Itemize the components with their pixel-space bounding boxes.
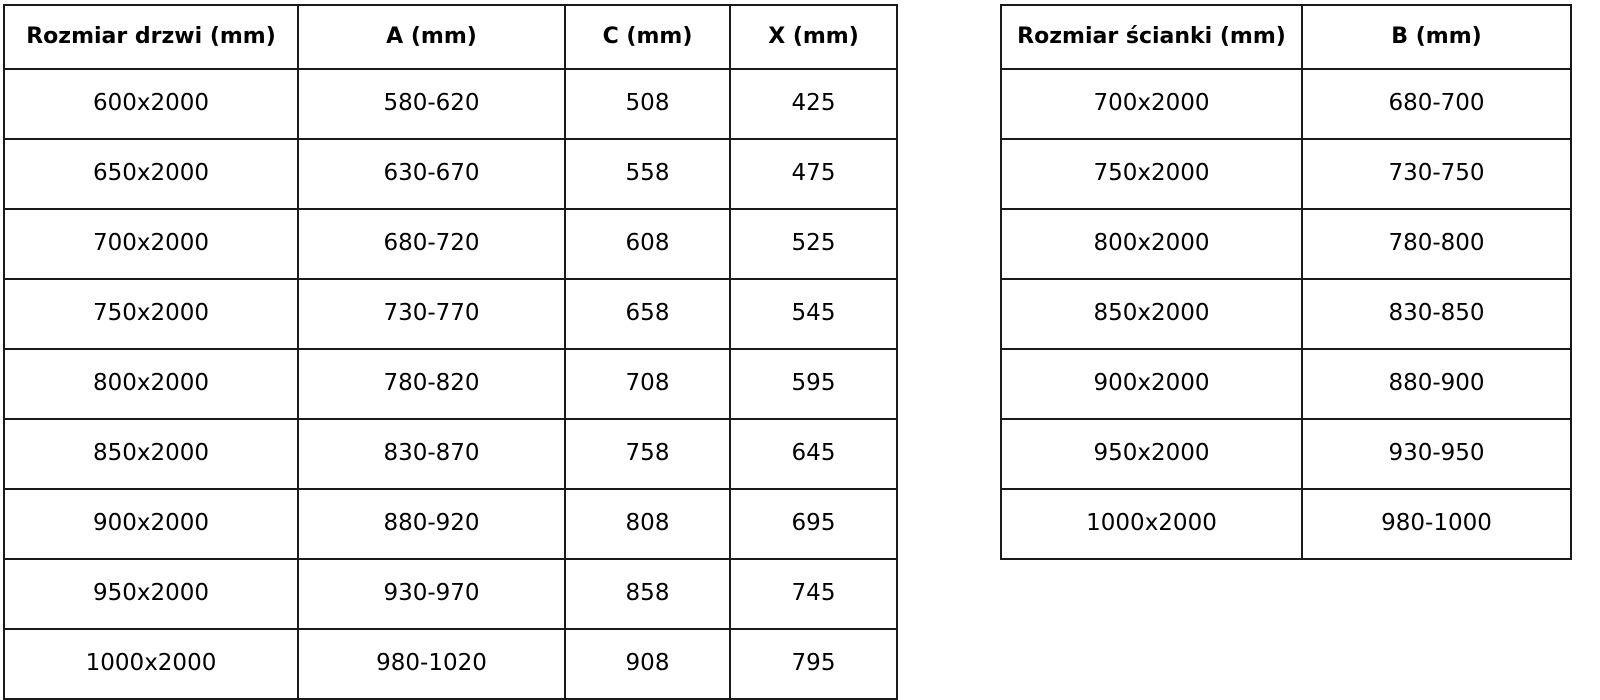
column-header-door-size: Rozmiar drzwi (mm) [4,5,298,69]
cell-door-size: 750x2000 [4,279,298,349]
cell-c: 558 [565,139,730,209]
cell-x: 475 [730,139,897,209]
column-header-wall-size: Rozmiar ścianki (mm) [1001,5,1302,69]
table-row [1001,139,1571,209]
table-body [1001,69,1571,559]
table-header-row [1001,5,1571,69]
cell-c: 608 [565,209,730,279]
table-row [4,139,897,209]
table-row [4,279,897,349]
table-header [1001,5,1571,69]
cell-c: 808 [565,489,730,559]
cell-door-size: 900x2000 [4,489,298,559]
cell-a: 880-920 [298,489,565,559]
cell-door-size: 800x2000 [4,349,298,419]
cell-door-size: 850x2000 [4,419,298,489]
column-header-b: B (mm) [1302,5,1571,69]
table-row [4,419,897,489]
cell-x: 595 [730,349,897,419]
cell-wall-size: 900x2000 [1001,349,1302,419]
cell-a: 730-770 [298,279,565,349]
cell-x: 645 [730,419,897,489]
cell-c: 658 [565,279,730,349]
cell-b: 730-750 [1302,139,1571,209]
column-header-x: X (mm) [730,5,897,69]
cell-door-size: 600x2000 [4,69,298,139]
cell-a: 930-970 [298,559,565,629]
cell-door-size: 1000x2000 [4,629,298,699]
column-header-a: A (mm) [298,5,565,69]
cell-x: 795 [730,629,897,699]
cell-a: 780-820 [298,349,565,419]
cell-wall-size: 700x2000 [1001,69,1302,139]
cell-b: 980-1000 [1302,489,1571,559]
cell-wall-size: 850x2000 [1001,279,1302,349]
table-row [4,489,897,559]
table-row [1001,209,1571,279]
cell-door-size: 650x2000 [4,139,298,209]
cell-c: 758 [565,419,730,489]
cell-a: 980-1020 [298,629,565,699]
cell-b: 830-850 [1302,279,1571,349]
table-header-row [4,5,897,69]
table-row [1001,279,1571,349]
table-row [4,69,897,139]
table-row [4,209,897,279]
cell-wall-size: 750x2000 [1001,139,1302,209]
wall-size-table [1000,4,1572,560]
cell-b: 880-900 [1302,349,1571,419]
cell-x: 545 [730,279,897,349]
cell-wall-size: 800x2000 [1001,209,1302,279]
cell-b: 930-950 [1302,419,1571,489]
cell-x: 425 [730,69,897,139]
cell-x: 525 [730,209,897,279]
table-row [1001,69,1571,139]
table-header [4,5,897,69]
cell-door-size: 700x2000 [4,209,298,279]
cell-wall-size: 1000x2000 [1001,489,1302,559]
cell-a: 680-720 [298,209,565,279]
table-row [1001,419,1571,489]
door-size-table [3,4,898,700]
table-body [4,69,897,699]
cell-b: 680-700 [1302,69,1571,139]
cell-door-size: 950x2000 [4,559,298,629]
cell-c: 858 [565,559,730,629]
cell-c: 708 [565,349,730,419]
cell-b: 780-800 [1302,209,1571,279]
cell-x: 695 [730,489,897,559]
cell-a: 580-620 [298,69,565,139]
cell-c: 508 [565,69,730,139]
cell-wall-size: 950x2000 [1001,419,1302,489]
cell-c: 908 [565,629,730,699]
cell-a: 630-670 [298,139,565,209]
table-row [1001,489,1571,559]
column-header-c: C (mm) [565,5,730,69]
table-row [4,349,897,419]
table-row [1001,349,1571,419]
cell-x: 745 [730,559,897,629]
table-row [4,559,897,629]
cell-a: 830-870 [298,419,565,489]
